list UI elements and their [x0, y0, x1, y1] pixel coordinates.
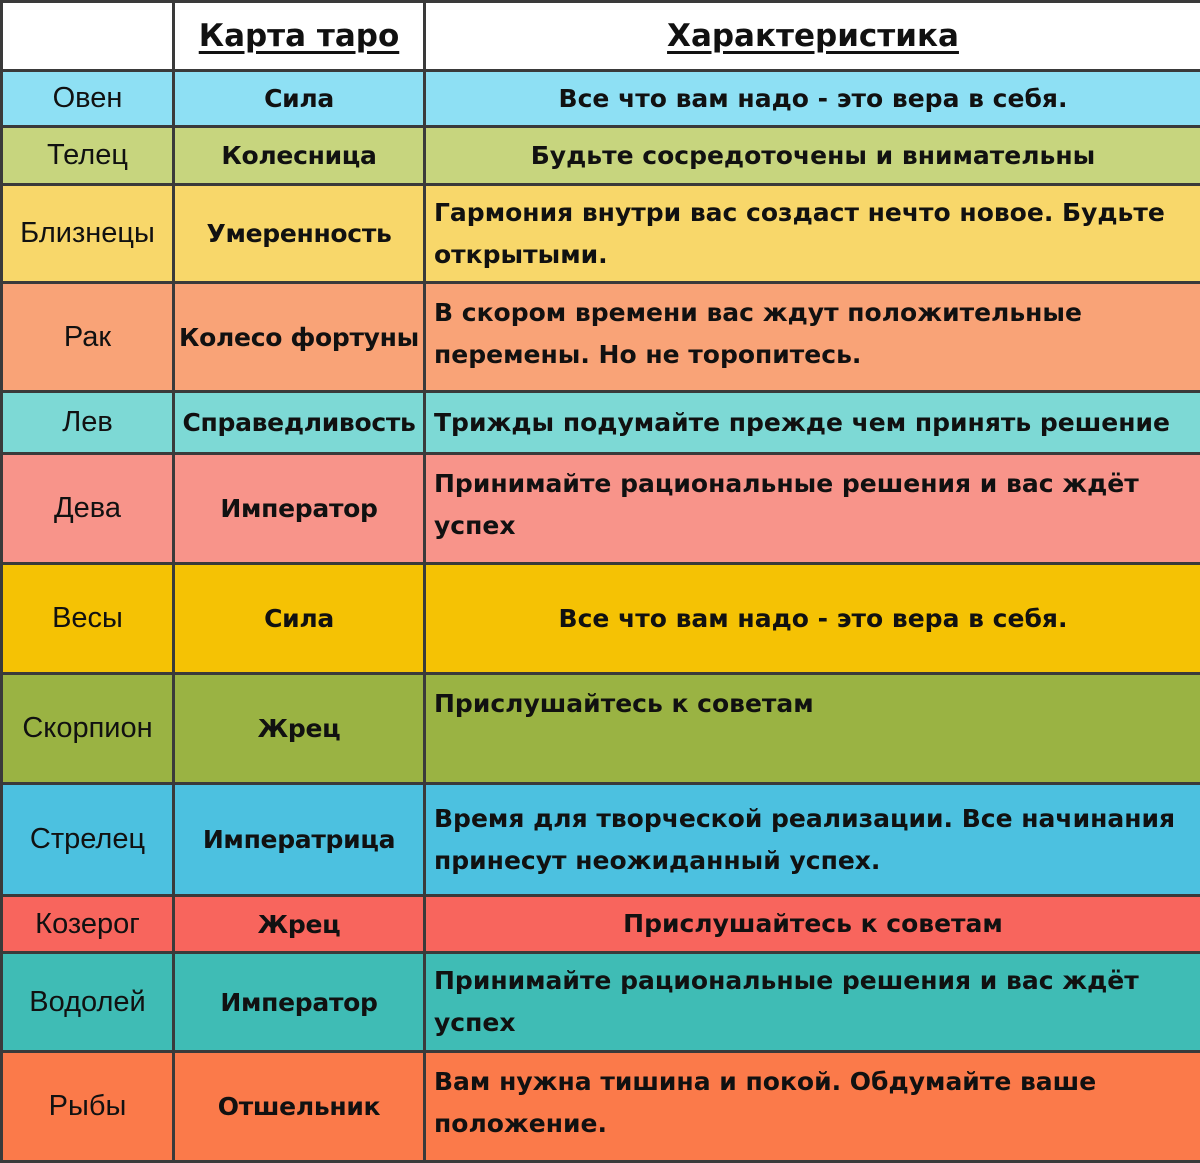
tarot-card-cell: Умеренность — [174, 185, 425, 283]
table-row — [2, 564, 1200, 674]
zodiac-sign-cell: Рыбы — [2, 1052, 174, 1162]
description-cell: Прислушайтесь к советам — [425, 896, 1200, 953]
tarot-card-cell: Император — [174, 454, 425, 564]
zodiac-sign-cell: Водолей — [2, 953, 174, 1052]
zodiac-sign-cell: Скорпион — [2, 674, 174, 784]
tarot-card-cell: Колесо фортуны — [174, 283, 425, 392]
zodiac-sign-cell: Козерог — [2, 896, 174, 953]
description-cell: Трижды подумайте прежде чем принять решение — [425, 392, 1200, 454]
table-row — [2, 185, 1200, 283]
description-cell: Будьте сосредоточены и внимательны — [425, 127, 1200, 185]
table-row — [2, 127, 1200, 185]
description-cell: В скором времени вас ждут положительные перемены. Но не торопитесь. — [425, 283, 1200, 392]
description-cell: Гармония внутри вас создаст нечто новое. Будьте открытыми. — [425, 185, 1200, 283]
table-row — [2, 784, 1200, 896]
table-row — [2, 1052, 1200, 1162]
header-sign — [2, 2, 174, 71]
description-cell: Все что вам надо - это вера в себя. — [425, 71, 1200, 127]
description-cell: Все что вам надо - это вера в себя. — [425, 564, 1200, 674]
description-cell: Принимайте рациональные решения и вас ждёт успех — [425, 454, 1200, 564]
zodiac-sign-cell: Стрелец — [2, 784, 174, 896]
table-row — [2, 454, 1200, 564]
zodiac-sign-cell: Телец — [2, 127, 174, 185]
zodiac-sign-cell: Рак — [2, 283, 174, 392]
tarot-card-cell: Колесница — [174, 127, 425, 185]
zodiac-sign-cell: Лев — [2, 392, 174, 454]
tarot-card-cell: Сила — [174, 564, 425, 674]
table-row — [2, 392, 1200, 454]
table-row — [2, 71, 1200, 127]
header-description: Характеристика — [425, 2, 1200, 71]
tarot-card-cell: Жрец — [174, 896, 425, 953]
table-row — [2, 896, 1200, 953]
tarot-card-cell: Сила — [174, 71, 425, 127]
description-cell: Прислушайтесь к советам — [425, 674, 1200, 784]
table-row — [2, 674, 1200, 784]
description-cell: Принимайте рациональные решения и вас ждёт успех — [425, 953, 1200, 1052]
tarot-card-cell: Жрец — [174, 674, 425, 784]
tarot-card-cell: Император — [174, 953, 425, 1052]
header-row — [2, 2, 1200, 71]
table-row — [2, 283, 1200, 392]
description-cell: Время для творческой реализации. Все начинания принесут неожиданный успех. — [425, 784, 1200, 896]
description-cell: Вам нужна тишина и покой. Обдумайте ваше положение. — [425, 1052, 1200, 1162]
zodiac-sign-cell: Овен — [2, 71, 174, 127]
tarot-card-cell: Императрица — [174, 784, 425, 896]
header-card: Карта таро — [174, 2, 425, 71]
tarot-card-cell: Отшельник — [174, 1052, 425, 1162]
tarot-card-cell: Справедливость — [174, 392, 425, 454]
zodiac-sign-cell: Близнецы — [2, 185, 174, 283]
zodiac-sign-cell: Весы — [2, 564, 174, 674]
table-row — [2, 953, 1200, 1052]
zodiac-sign-cell: Дева — [2, 454, 174, 564]
